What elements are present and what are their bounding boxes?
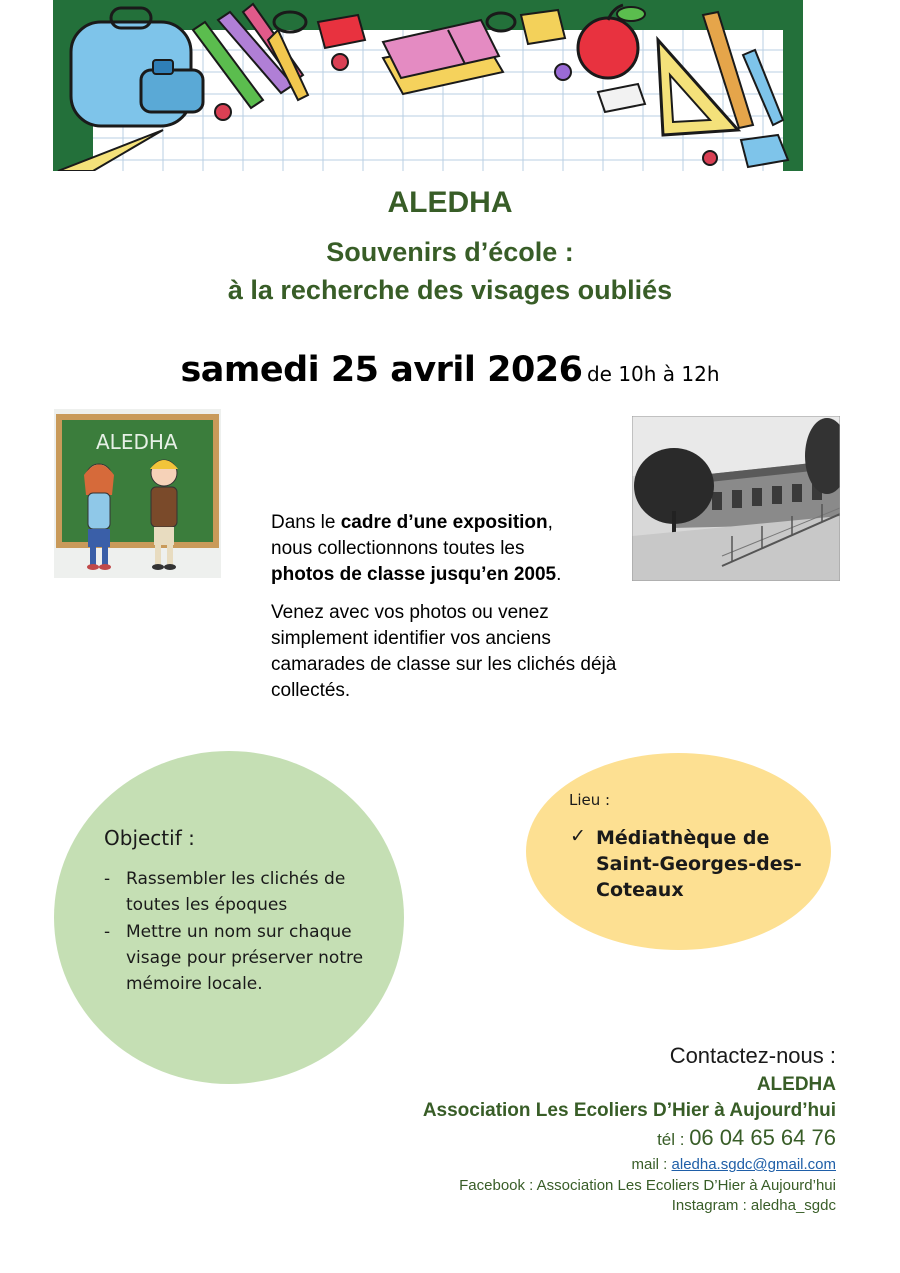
- contact-heading: Contactez-nous :: [669, 1043, 836, 1068]
- intro-paragraph-2: Venez avec vos photos ou venez simplement identifier vos anciens camarades de classe sur les clichés déjà collectés.: [271, 602, 617, 701]
- board-text: ALEDHA: [96, 430, 178, 454]
- intro-emphasis-photos: photos de classe jusqu’en 2005: [271, 564, 557, 585]
- intro-text: Dans le: [271, 512, 341, 533]
- contact-facebook: Facebook : Association Les Ecoliers D’Hier à Aujourd’hui: [459, 1177, 836, 1194]
- subtitle-line-1: Souvenirs d’école :: [326, 237, 574, 267]
- contact-phone: [657, 1125, 836, 1151]
- intro-text: .: [556, 564, 562, 585]
- intro-paragraph-1: [271, 510, 631, 588]
- backpack-icon: [71, 8, 203, 126]
- objective-list: [104, 866, 364, 998]
- list-item: [104, 919, 364, 997]
- event-date: samedi 25 avril 2026: [180, 350, 583, 390]
- intro-text: ,: [547, 512, 553, 533]
- location-label: Lieu :: [569, 791, 611, 809]
- intro-text: nous collectionnons toutes les: [271, 538, 525, 559]
- school-supplies-banner: [53, 0, 803, 171]
- event-hours: de 10h à 12h: [586, 362, 720, 386]
- objective-item-text: Rassembler les clichés de toutes les époques: [126, 869, 346, 915]
- objective-item-text: Mettre un nom sur chaque visage pour préserver notre mémoire locale.: [126, 922, 364, 994]
- chalkboard-children-illustration: [54, 409, 221, 578]
- old-school-photo: [632, 416, 840, 581]
- contact-organization: ALEDHA: [756, 1074, 836, 1095]
- contact-instagram: Instagram : aledha_sgdc: [671, 1197, 836, 1214]
- list-item: [104, 866, 364, 918]
- event-date-line: [0, 350, 900, 390]
- checkmark-icon: ✓: [570, 826, 586, 847]
- list-dash: -: [104, 869, 111, 889]
- phone-label: tél :: [657, 1130, 690, 1149]
- mail-label: mail :: [631, 1156, 672, 1173]
- objective-title: Objectif :: [104, 826, 195, 850]
- phone-number[interactable]: 06 04 65 64 76: [689, 1125, 836, 1150]
- contact-mail: [632, 1156, 837, 1173]
- contact-association: Association Les Ecoliers D’Hier à Aujourd’hui: [422, 1100, 836, 1121]
- subtitle-line-2: à la recherche des visages oubliés: [227, 275, 673, 305]
- organization-title: ALEDHA: [387, 186, 513, 219]
- list-dash: -: [104, 922, 111, 942]
- intro-emphasis-exhibition: cadre d’une exposition: [340, 512, 548, 533]
- location-name: Médiathèque de Saint-Georges-des-Coteaux: [596, 827, 802, 901]
- mail-link[interactable]: aledha.sgdc@gmail.com: [671, 1156, 836, 1173]
